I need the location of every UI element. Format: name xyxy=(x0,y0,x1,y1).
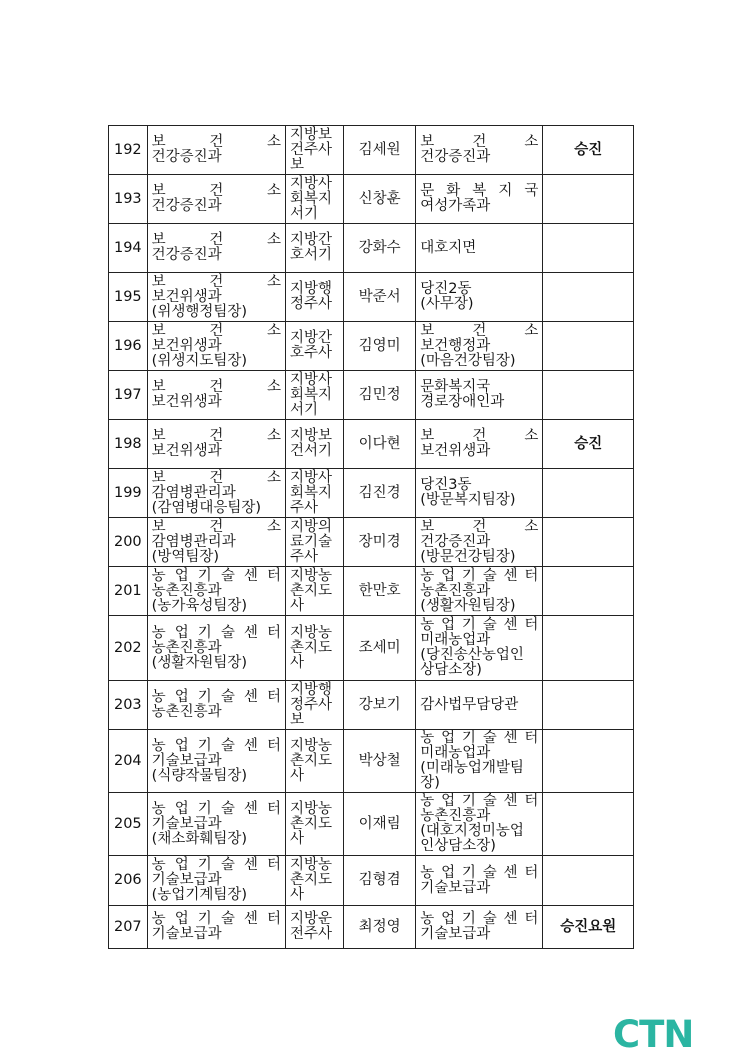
from-line: 농 업 기 술 센 터 xyxy=(151,567,281,584)
to-line: 농 업 기 술 센 터 xyxy=(420,911,539,927)
grade-line: 정주사 xyxy=(290,296,333,312)
new-department xyxy=(416,224,543,273)
table-row xyxy=(109,420,634,469)
row-number: 206 xyxy=(109,856,148,906)
to-line: 여성가족과 xyxy=(420,198,491,214)
new-department xyxy=(416,469,543,518)
grade-line: 지방의 xyxy=(290,518,333,535)
new-department xyxy=(416,371,543,420)
to-line: 보 건 소 xyxy=(420,428,539,444)
employee-name: 최정영 xyxy=(344,906,416,949)
row-number: 192 xyxy=(109,126,148,175)
table-row xyxy=(109,616,634,681)
grade-line: 지방농 xyxy=(290,737,333,754)
grade-line: 보 xyxy=(290,156,305,173)
grade-line: 보 xyxy=(290,711,305,728)
employee-name: 강보기 xyxy=(344,681,416,730)
to-line: 농 업 기 술 센 터 xyxy=(420,730,539,746)
employee-name: 신창훈 xyxy=(344,175,416,224)
row-number: 207 xyxy=(109,906,148,949)
to-line: (미래농업개발팀 xyxy=(420,760,524,776)
from-line: (생활자원팀장) xyxy=(151,654,248,671)
table-row xyxy=(109,175,634,224)
to-line: 미래농업과 xyxy=(420,745,491,761)
employee-name: 김민정 xyxy=(344,371,416,420)
remark xyxy=(543,567,634,616)
table-row xyxy=(109,469,634,518)
remark xyxy=(543,175,634,224)
previous-department xyxy=(147,469,285,518)
to-line: 미래농업과 xyxy=(420,632,491,648)
table-row xyxy=(109,273,634,322)
new-department xyxy=(416,518,543,567)
row-number: 203 xyxy=(109,681,148,730)
remark xyxy=(543,224,634,273)
from-line: 농 업 기 술 센 터 xyxy=(151,624,281,641)
remark: 승진 xyxy=(543,126,634,175)
employee-name: 김영미 xyxy=(344,322,416,371)
grade-line: 촌지도 xyxy=(290,639,333,656)
grade-line: 촌지도 xyxy=(290,872,333,888)
to-line: (사무장) xyxy=(420,296,474,312)
job-grade xyxy=(286,518,344,567)
to-line: 건강증진과 xyxy=(420,149,491,165)
to-line: 인상담소장) xyxy=(420,838,496,854)
grade-line: 지방농 xyxy=(290,624,333,641)
employee-name: 장미경 xyxy=(344,518,416,567)
from-line: 기술보급과 xyxy=(151,926,222,942)
table-row xyxy=(109,906,634,949)
from-line: 보건위생과 xyxy=(151,337,222,354)
from-line: (농가육성팀장) xyxy=(151,597,248,614)
employee-name: 박상철 xyxy=(344,730,416,793)
grade-line: 지방농 xyxy=(290,800,333,817)
previous-department xyxy=(147,681,285,730)
new-department xyxy=(416,273,543,322)
employee-name: 김진경 xyxy=(344,469,416,518)
employee-name: 김세원 xyxy=(344,126,416,175)
to-line: 보 건 소 xyxy=(420,134,539,150)
to-line: (방문건강팀장) xyxy=(420,548,516,565)
row-number: 201 xyxy=(109,567,148,616)
from-line: 농 업 기 술 센 터 xyxy=(151,689,281,705)
previous-department xyxy=(147,518,285,567)
grade-line: 지방사 xyxy=(290,469,333,486)
new-department xyxy=(416,906,543,949)
previous-department xyxy=(147,730,285,793)
previous-department xyxy=(147,567,285,616)
row-number: 199 xyxy=(109,469,148,518)
to-line: 보건위생과 xyxy=(420,443,491,459)
from-line: 농 업 기 술 센 터 xyxy=(151,857,281,873)
table-row xyxy=(109,730,634,793)
remark xyxy=(543,518,634,567)
job-grade xyxy=(286,175,344,224)
grade-line: 지방사 xyxy=(290,175,333,192)
to-line: 대호지면 xyxy=(420,239,477,256)
employee-name: 이다현 xyxy=(344,420,416,469)
remark xyxy=(543,856,634,906)
employee-name: 김형겸 xyxy=(344,856,416,906)
to-line: (당진송산농업인 xyxy=(420,647,524,663)
grade-line: 지방보 xyxy=(290,428,333,444)
grade-line: 주사 xyxy=(290,548,319,565)
to-line: 문화복지국 xyxy=(420,379,491,395)
grade-line: 촌지도 xyxy=(290,815,333,832)
grade-line: 지방간 xyxy=(290,330,333,346)
to-line: 농 업 기 술 센 터 xyxy=(420,864,539,881)
grade-line: 회복지 xyxy=(290,386,333,403)
employee-name: 강화수 xyxy=(344,224,416,273)
previous-department xyxy=(147,224,285,273)
grade-line: 지방행 xyxy=(290,681,333,698)
to-line: 문 화 복 지 국 xyxy=(420,183,539,199)
to-line: (대호지정미농업 xyxy=(420,823,524,839)
to-line: (방문복지팀장) xyxy=(420,492,516,508)
from-line: 보 건 소 xyxy=(151,134,282,150)
previous-department xyxy=(147,856,285,906)
from-line: 농 업 기 술 센 터 xyxy=(151,911,281,927)
to-line: 상담소장) xyxy=(420,662,482,678)
grade-line: 전주사 xyxy=(290,926,333,942)
grade-line: 주사 xyxy=(290,499,319,516)
to-line: (마음건강팀장) xyxy=(420,352,516,369)
from-line: (농업기계팀장) xyxy=(151,887,248,903)
grade-line: 사 xyxy=(290,597,305,614)
employee-name: 박준서 xyxy=(344,273,416,322)
remark: 승진요원 xyxy=(543,906,634,949)
remark xyxy=(543,730,634,793)
previous-department xyxy=(147,273,285,322)
grade-line: 지방농 xyxy=(290,857,333,873)
job-grade xyxy=(286,567,344,616)
employee-name: 이재림 xyxy=(344,793,416,856)
row-number: 195 xyxy=(109,273,148,322)
to-line: 보건행정과 xyxy=(420,337,491,354)
job-grade xyxy=(286,224,344,273)
from-line: (방역팀장) xyxy=(151,548,219,565)
from-line: 보 건 소 xyxy=(151,469,282,486)
job-grade xyxy=(286,420,344,469)
grade-line: 호주사 xyxy=(290,345,333,361)
row-number: 200 xyxy=(109,518,148,567)
remark xyxy=(543,793,634,856)
job-grade xyxy=(286,730,344,793)
table-row xyxy=(109,681,634,730)
grade-line: 촌지도 xyxy=(290,752,333,769)
job-grade xyxy=(286,322,344,371)
new-department xyxy=(416,856,543,906)
from-line: 보 건 소 xyxy=(151,322,282,339)
grade-line: 사 xyxy=(290,654,305,671)
remark xyxy=(543,616,634,681)
previous-department xyxy=(147,906,285,949)
to-line: 당진2동 xyxy=(420,281,472,297)
new-department xyxy=(416,567,543,616)
row-number: 193 xyxy=(109,175,148,224)
table-row xyxy=(109,856,634,906)
to-line: 감사법무담당관 xyxy=(420,696,519,713)
remark xyxy=(543,322,634,371)
from-line: 기술보급과 xyxy=(151,872,222,888)
from-line: (식량작물팀장) xyxy=(151,767,248,784)
from-line: 건강증진과 xyxy=(151,198,222,214)
row-number: 205 xyxy=(109,793,148,856)
from-line: (위생지도팀장) xyxy=(151,352,248,369)
from-line: 보 건 소 xyxy=(151,428,282,444)
from-line: 보 건 소 xyxy=(151,518,282,535)
new-department xyxy=(416,175,543,224)
job-grade xyxy=(286,681,344,730)
job-grade xyxy=(286,856,344,906)
personnel-table-body xyxy=(109,126,634,949)
grade-line: 지방보 xyxy=(290,126,333,143)
to-line: 보 건 소 xyxy=(420,322,539,339)
job-grade xyxy=(286,126,344,175)
to-line: 농촌진흥과 xyxy=(420,808,491,824)
to-line: 농 업 기 술 센 터 xyxy=(420,793,539,809)
previous-department xyxy=(147,420,285,469)
remark xyxy=(543,371,634,420)
table-row xyxy=(109,567,634,616)
to-line: 당진3동 xyxy=(420,477,472,493)
from-line: (감염병대응팀장) xyxy=(151,499,262,516)
job-grade xyxy=(286,371,344,420)
remark: 승진 xyxy=(543,420,634,469)
row-number: 194 xyxy=(109,224,148,273)
grade-line: 건주사 xyxy=(290,141,333,158)
grade-line: 지방농 xyxy=(290,567,333,584)
employee-name: 한만호 xyxy=(344,567,416,616)
from-line: 감염병관리과 xyxy=(151,533,236,550)
employee-name: 조세미 xyxy=(344,616,416,681)
grade-line: 호서기 xyxy=(290,247,333,263)
to-line: 기술보급과 xyxy=(420,926,491,942)
from-line: 감염병관리과 xyxy=(151,484,236,501)
grade-line: 지방사 xyxy=(290,371,333,388)
from-line: 기술보급과 xyxy=(151,815,222,832)
grade-line: 회복지 xyxy=(290,190,333,207)
row-number: 196 xyxy=(109,322,148,371)
to-line: 장) xyxy=(420,775,440,791)
from-line: 기술보급과 xyxy=(151,752,222,769)
new-department xyxy=(416,126,543,175)
previous-department xyxy=(147,616,285,681)
grade-line: 정주사 xyxy=(290,696,333,713)
to-line: 농촌진흥과 xyxy=(420,582,491,599)
job-grade xyxy=(286,469,344,518)
job-grade xyxy=(286,616,344,681)
table-row xyxy=(109,126,634,175)
table-row xyxy=(109,224,634,273)
from-line: 농 업 기 술 센 터 xyxy=(151,800,281,817)
grade-line: 회복지 xyxy=(290,484,333,501)
from-line: 보 건 소 xyxy=(151,183,282,199)
from-line: (위생행정팀장) xyxy=(151,303,248,320)
from-line: 농촌진흥과 xyxy=(151,582,222,599)
to-line: 농 업 기 술 센 터 xyxy=(420,617,539,633)
to-line: 농 업 기 술 센 터 xyxy=(420,567,539,584)
from-line: 보건위생과 xyxy=(151,443,222,459)
grade-line: 사 xyxy=(290,887,305,903)
new-department xyxy=(416,322,543,371)
row-number: 204 xyxy=(109,730,148,793)
table-row xyxy=(109,793,634,856)
new-department xyxy=(416,681,543,730)
row-number: 198 xyxy=(109,420,148,469)
job-grade xyxy=(286,906,344,949)
to-line: 경로장애인과 xyxy=(420,394,505,410)
previous-department xyxy=(147,126,285,175)
job-grade xyxy=(286,793,344,856)
grade-line: 지방행 xyxy=(290,281,333,297)
from-line: 농촌진흥과 xyxy=(151,704,222,720)
grade-line: 사 xyxy=(290,767,305,784)
previous-department xyxy=(147,175,285,224)
row-number: 197 xyxy=(109,371,148,420)
grade-line: 서기 xyxy=(290,205,319,222)
table-row xyxy=(109,371,634,420)
previous-department xyxy=(147,793,285,856)
from-line: 농촌진흥과 xyxy=(151,639,222,656)
grade-line: 지방간 xyxy=(290,232,333,248)
from-line: 건강증진과 xyxy=(151,149,222,165)
to-line: 건강증진과 xyxy=(420,533,491,550)
previous-department xyxy=(147,322,285,371)
row-number: 202 xyxy=(109,616,148,681)
from-line: (채소화훼팀장) xyxy=(151,830,248,847)
new-department xyxy=(416,420,543,469)
new-department xyxy=(416,793,543,856)
from-line: 보 건 소 xyxy=(151,273,282,290)
grade-line: 료기술 xyxy=(290,533,333,550)
grade-line: 지방운 xyxy=(290,911,333,927)
new-department xyxy=(416,616,543,681)
table-row xyxy=(109,518,634,567)
grade-line: 촌지도 xyxy=(290,582,333,599)
previous-department xyxy=(147,371,285,420)
from-line: 보 건 소 xyxy=(151,379,282,395)
remark xyxy=(543,273,634,322)
ctn-logo: CTN xyxy=(613,1013,694,1056)
new-department xyxy=(416,730,543,793)
job-grade xyxy=(286,273,344,322)
to-line: 기술보급과 xyxy=(420,879,491,896)
grade-line: 건서기 xyxy=(290,443,333,459)
table-row xyxy=(109,322,634,371)
personnel-table xyxy=(108,125,634,949)
grade-line: 서기 xyxy=(290,401,319,418)
to-line: (생활자원팀장) xyxy=(420,597,516,614)
from-line: 건강증진과 xyxy=(151,247,222,263)
from-line: 보건위생과 xyxy=(151,394,222,410)
remark xyxy=(543,469,634,518)
grade-line: 사 xyxy=(290,830,305,847)
from-line: 보 건 소 xyxy=(151,232,282,248)
from-line: 보건위생과 xyxy=(151,288,222,305)
to-line: 보 건 소 xyxy=(420,518,539,535)
from-line: 농 업 기 술 센 터 xyxy=(151,737,281,754)
remark xyxy=(543,681,634,730)
